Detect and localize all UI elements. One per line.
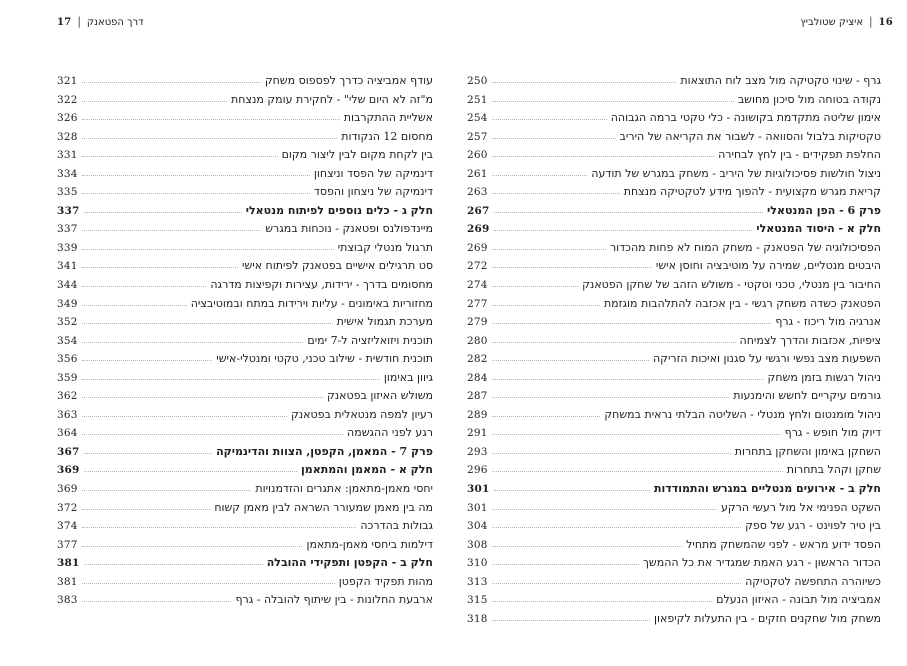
toc-entry-page: 263 xyxy=(467,186,488,199)
toc-entry-title: הפטאנק כשדה משחק רגשי - בין אכזבה להתלהבות מוגזמת xyxy=(603,296,881,310)
dot-leader xyxy=(82,156,278,157)
toc-entry-title: הכדור הראשון - רגע האמת שמגדיר את כל ההמשך xyxy=(643,556,881,570)
toc-entry-title: חלק ב - אירועים מנטליים במגרש והתמודדות xyxy=(654,482,881,496)
toc-entry xyxy=(467,554,881,573)
toc-entry-page: 383 xyxy=(57,594,78,607)
dot-leader xyxy=(492,453,731,454)
toc-entry xyxy=(57,165,433,184)
toc-entry xyxy=(467,146,881,165)
dot-leader xyxy=(82,230,262,231)
toc-entry-title: קריאת מגרש מקצועית - להפוך מידע לטקטיקה מנצחת xyxy=(623,185,881,199)
toc-entry-title: דילמות ביחסי מאמן-מתאמן xyxy=(306,537,433,551)
toc-entry-title: הפסד ידוע מראש - לפני שהמשחק מתחיל xyxy=(686,537,881,551)
toc-entry-title: מה בין מאמן שמעורר השראה לבין מאמן קשוח xyxy=(214,500,433,514)
dot-leader xyxy=(492,138,616,139)
dot-leader xyxy=(492,82,677,83)
toc-entry-title: השחקן באימון והשחקן בתחרות xyxy=(734,444,881,458)
dot-leader xyxy=(492,175,588,176)
toc-entry xyxy=(57,406,433,425)
toc-entry-page: 337 xyxy=(57,223,78,236)
toc-entry-page: 354 xyxy=(57,334,78,347)
toc-entry-title: מחזוריות באימונים - עליות וירידות במתח ובמוטיבציה xyxy=(190,296,433,310)
dot-leader xyxy=(494,230,753,231)
dot-leader xyxy=(492,267,652,268)
toc-entry xyxy=(467,165,881,184)
toc-entry xyxy=(467,591,881,610)
dot-leader xyxy=(492,360,649,361)
toc-entry xyxy=(467,332,881,351)
dot-leader xyxy=(492,583,741,584)
toc-entry-title: תוכנית ויזואליזציה ל-7 ימים xyxy=(307,333,433,347)
toc-entry-page: 363 xyxy=(57,408,78,421)
toc-entry-page: 362 xyxy=(57,390,78,403)
dot-leader xyxy=(492,416,601,417)
dot-leader xyxy=(492,379,764,380)
toc-entry-page: 287 xyxy=(467,390,488,403)
toc-entry-page: 269 xyxy=(467,223,490,236)
dot-leader xyxy=(492,101,734,102)
toc-entry-page: 293 xyxy=(467,445,488,458)
toc-entry-title: אנרגיה מול ריכוז - גרף xyxy=(775,315,881,329)
dot-leader xyxy=(82,360,213,361)
toc-entry xyxy=(467,610,881,629)
toc-entry-page: 313 xyxy=(467,575,488,588)
toc-entry-page: 344 xyxy=(57,279,78,292)
dot-leader xyxy=(82,101,227,102)
header-separator: | xyxy=(869,16,873,29)
toc-entry-title: חלק ב - הקפטן ותפקידי ההובלה xyxy=(266,556,433,570)
dot-leader xyxy=(492,546,682,547)
toc-entry xyxy=(57,257,433,276)
toc-entry xyxy=(57,146,433,165)
dot-leader xyxy=(82,193,310,194)
toc-entry xyxy=(57,387,433,406)
toc-entry-title: שחקן וקהל בתחרות xyxy=(786,463,881,477)
toc-entry-page: 310 xyxy=(467,557,488,570)
dot-leader xyxy=(82,601,232,602)
toc-entry-page: 369 xyxy=(57,464,80,477)
toc-entry-title: מחסומים בדרך - ירידות, עצירות וקפיצות מדרגה xyxy=(210,278,433,292)
toc-entry-title: ארבעת החלונות - בין שיתוף להובלה - גרף xyxy=(235,593,433,607)
toc-entry-title: תרגול מנטלי קבוצתי xyxy=(337,240,433,254)
toc-entry xyxy=(57,499,433,518)
toc-entry xyxy=(467,295,881,314)
toc-entry-page: 282 xyxy=(467,353,488,366)
toc-entry xyxy=(467,276,881,295)
dot-leader xyxy=(82,175,310,176)
toc-entry-page: 261 xyxy=(467,167,488,180)
toc-entry xyxy=(57,202,433,221)
dot-leader xyxy=(82,397,323,398)
toc-entry-title: מערכת תגמול אישית xyxy=(336,315,433,329)
toc-entry xyxy=(467,480,881,499)
toc-entry xyxy=(467,72,881,91)
toc-entry-page: 304 xyxy=(467,520,488,533)
toc-entry-title: אשליית ההתקרבות xyxy=(343,111,433,125)
dot-leader xyxy=(82,416,287,417)
dot-leader xyxy=(492,342,736,343)
dot-leader xyxy=(494,490,650,491)
dot-leader xyxy=(84,564,263,565)
toc-entry xyxy=(57,313,433,332)
toc-entry xyxy=(467,91,881,110)
toc-entry-page: 374 xyxy=(57,520,78,533)
toc-entry-title: השקט הפנימי אל מול רעשי הרקע xyxy=(720,500,881,514)
dot-leader xyxy=(492,434,781,435)
toc-entry-page: 267 xyxy=(467,204,490,217)
toc-entry-page: 356 xyxy=(57,353,78,366)
toc-entry xyxy=(57,369,433,388)
dot-leader xyxy=(82,379,380,380)
dot-leader xyxy=(84,212,242,213)
dot-leader xyxy=(492,564,639,565)
toc-entry-page: 296 xyxy=(467,464,488,477)
toc-entry-title: השפעות מצב נפשי ורגשי על סגנון ואיכות הזריקה xyxy=(652,352,881,366)
toc-entry-title: רעיון למפה מנטאלית בפטאנק xyxy=(290,407,433,421)
toc-entry-page: 339 xyxy=(57,241,78,254)
toc-entry-page: 289 xyxy=(467,408,488,421)
toc-entry-page: 322 xyxy=(57,93,78,106)
toc-entry xyxy=(57,72,433,91)
toc-entry-page: 381 xyxy=(57,575,78,588)
toc-entry xyxy=(57,220,433,239)
toc-entry-title: סט תרגילים אישיים בפטאנק לפיתוח אישי xyxy=(241,259,433,273)
dot-leader xyxy=(82,249,334,250)
toc-entry xyxy=(57,536,433,555)
toc-entry-page: 251 xyxy=(467,93,488,106)
toc-entry-title: יחסי מאמן-מתאמן: אתגרים והזדמנויות xyxy=(255,482,433,496)
toc-entry-page: 372 xyxy=(57,501,78,514)
toc-entry xyxy=(467,461,881,480)
toc-entry xyxy=(57,443,433,462)
toc-entry xyxy=(467,499,881,518)
toc-entry xyxy=(57,517,433,536)
toc-entry-page: 254 xyxy=(467,112,488,125)
toc-entry xyxy=(467,350,881,369)
toc-entry-title: משולש האיזון בפטאנק xyxy=(326,389,433,403)
toc-entry-title: מהות תפקיד הקפטן xyxy=(338,574,433,588)
dot-leader xyxy=(82,82,261,83)
toc-entry-title: הפסיכולוגיה של הפטאנק - משחק המוח לא פחות מהכדור xyxy=(609,240,881,254)
toc-entry-title: היבטים מנטליים, שמירה על מוטיבציה וחוסן אישי xyxy=(655,259,881,273)
toc-entry-title: טקטיקות בלבול והסוואה - לשבור את הקריאה של היריב xyxy=(619,129,881,143)
toc-entry-title: גיוון באימון xyxy=(383,370,433,384)
toc-entry-page: 381 xyxy=(57,557,80,570)
dot-leader xyxy=(82,305,187,306)
toc-entry xyxy=(57,128,433,147)
dot-leader xyxy=(492,156,714,157)
toc-entry-page: 369 xyxy=(57,483,78,496)
toc-entry-page: 349 xyxy=(57,297,78,310)
toc-entry-title: ניצול חולשות פסיכולוגיות של היריב - משחק במגרש של תודעה xyxy=(591,166,881,180)
dot-leader xyxy=(494,212,764,213)
page-16 xyxy=(467,16,893,628)
toc-entry xyxy=(467,183,881,202)
toc-entry-page: 341 xyxy=(57,260,78,273)
toc-entry-page: 318 xyxy=(467,612,488,625)
toc-entry xyxy=(57,573,433,592)
toc-entry xyxy=(57,554,433,573)
dot-leader xyxy=(82,119,340,120)
toc-entry xyxy=(467,257,881,276)
dot-leader xyxy=(492,305,600,306)
toc-entry-title: פרק 6 - הפן המנטאלי xyxy=(767,203,881,217)
dot-leader xyxy=(84,453,213,454)
toc-entry xyxy=(57,91,433,110)
toc-entry-title: החיבור בין מנטלי, טכני וטקטי - משולש הזהב של שחקן הפטאנק xyxy=(582,278,881,292)
toc-list-right xyxy=(467,72,893,628)
toc-entry xyxy=(57,332,433,351)
dot-leader xyxy=(82,583,335,584)
toc-entry-page: 284 xyxy=(467,371,488,384)
toc-entry-page: 274 xyxy=(467,279,488,292)
toc-entry-page: 291 xyxy=(467,427,488,440)
toc-entry-title: עודף אמביציה כדרך לפספוס משחק xyxy=(264,74,433,87)
toc-entry xyxy=(467,109,881,128)
running-head-left xyxy=(57,16,435,30)
toc-entry xyxy=(57,591,433,610)
dot-leader xyxy=(492,249,606,250)
toc-entry-page: 250 xyxy=(467,75,488,87)
dot-leader xyxy=(82,323,333,324)
toc-entry-page: 301 xyxy=(467,501,488,514)
toc-entry xyxy=(57,424,433,443)
dot-leader xyxy=(492,323,772,324)
toc-entry-page: 301 xyxy=(467,483,490,496)
toc-entry-title: גבולות בהדרכה xyxy=(360,519,433,533)
toc-entry-title: גרף - שינוי טקטיקה מול מצב לוח התוצאות xyxy=(680,74,881,87)
book-title: דרך הפטאנק xyxy=(86,17,144,28)
toc-entry-title: פרק 7 - המאמן, הקפטן, הצוות והדינמיקה xyxy=(216,444,433,458)
toc-entry-title: בין לקחת מקום לבין ליצור מקום xyxy=(281,148,433,162)
toc-entry xyxy=(467,220,881,239)
toc-entry-title: מחסום 12 הנקודות xyxy=(341,129,433,143)
toc-entry-page: 337 xyxy=(57,204,80,217)
toc-entry xyxy=(57,350,433,369)
toc-entry-page: 364 xyxy=(57,427,78,440)
toc-entry-title: מ"זה לא היום שלי" - לחקירת עומק מנצחת xyxy=(231,92,433,106)
toc-entry-title: אימון שליטה מתקדמת בקושונה - כלי טקטי ברמה הגבוהה xyxy=(610,111,881,125)
dot-leader xyxy=(492,509,717,510)
toc-entry-title: דיוק מול חופש - גרף xyxy=(784,426,881,440)
toc-entry-page: 367 xyxy=(57,445,80,458)
toc-entry-page: 335 xyxy=(57,186,78,199)
toc-list-left xyxy=(57,72,435,610)
toc-entry-page: 377 xyxy=(57,538,78,551)
dot-leader xyxy=(492,397,730,398)
toc-entry-page: 331 xyxy=(57,149,78,162)
toc-entry xyxy=(57,295,433,314)
toc-entry-title: חלק ג - כלים נוספים לפיתוח מנטאלי xyxy=(245,203,433,217)
toc-entry-title: מיינדפולנס ופטאנק - נוכחות במגרש xyxy=(265,222,433,236)
toc-entry-page: 326 xyxy=(57,112,78,125)
toc-entry xyxy=(467,239,881,258)
toc-entry-title: אמביציה מול תבונה - האיזון הנעלם xyxy=(716,593,881,607)
dot-leader xyxy=(492,601,713,602)
toc-entry-title: כשיוהרה התחפשה לטקטיקה xyxy=(745,574,881,588)
toc-entry-title: חלק א - המאמן והמתאמן xyxy=(300,463,433,477)
toc-entry-page: 315 xyxy=(467,594,488,607)
dot-leader xyxy=(82,546,303,547)
toc-entry xyxy=(467,573,881,592)
toc-entry-page: 321 xyxy=(57,75,78,87)
dot-leader xyxy=(492,527,741,528)
toc-entry-title: תוכנית חודשית - שילוב טכני, טקטי ומנטלי-אישי xyxy=(216,352,433,366)
toc-entry xyxy=(467,369,881,388)
toc-entry-title: גורמים עיקריים לחשש והימנעות xyxy=(733,389,881,403)
page-number: 17 xyxy=(57,17,72,28)
dot-leader xyxy=(82,138,338,139)
dot-leader xyxy=(82,434,343,435)
running-head-right xyxy=(467,16,893,30)
toc-entry-page: 280 xyxy=(467,334,488,347)
toc-entry-page: 277 xyxy=(467,297,488,310)
toc-entry xyxy=(57,239,433,258)
toc-entry xyxy=(57,276,433,295)
toc-entry xyxy=(467,406,881,425)
toc-entry xyxy=(57,183,433,202)
toc-entry-page: 260 xyxy=(467,149,488,162)
dot-leader xyxy=(82,267,238,268)
toc-entry-title: ניהול רגשות בזמן משחק xyxy=(767,370,881,384)
toc-entry xyxy=(57,109,433,128)
toc-entry-title: דינמיקה של ניצחון והפסד xyxy=(313,185,433,199)
toc-entry xyxy=(57,461,433,480)
toc-entry-page: 269 xyxy=(467,241,488,254)
toc-entry-title: נקודה בטוחה מול סיכון מחושב xyxy=(737,92,881,106)
toc-entry-title: החלפת תפקידים - בין לחץ לבחירה xyxy=(718,148,881,162)
dot-leader xyxy=(492,193,620,194)
dot-leader xyxy=(82,286,207,287)
toc-entry xyxy=(467,443,881,462)
dot-leader xyxy=(82,527,357,528)
toc-entry-title: רגע לפני ההגשמה xyxy=(347,426,433,440)
toc-entry-page: 359 xyxy=(57,371,78,384)
toc-entry-title: משחק מול שחקנים חזקים - בין התעלות לקיפאון xyxy=(653,611,881,625)
toc-entry-title: ציפיות, אכזבות והדרך לצמיחה xyxy=(739,333,881,347)
toc-entry xyxy=(467,313,881,332)
toc-entry-title: ניהול מומנטום ולחץ מנטלי - השליטה הבלתי נראית במשחק xyxy=(604,407,881,421)
dot-leader xyxy=(82,509,211,510)
toc-entry-page: 272 xyxy=(467,260,488,273)
toc-entry-page: 352 xyxy=(57,316,78,329)
page-17 xyxy=(57,16,435,610)
header-separator: | xyxy=(77,16,81,29)
author-name: איציק שטולביץ xyxy=(800,17,864,28)
toc-entry xyxy=(57,480,433,499)
toc-entry-title: בין טיר לפוינט - רגע של ספק xyxy=(745,519,881,533)
dot-leader xyxy=(492,286,578,287)
toc-entry-page: 257 xyxy=(467,130,488,143)
toc-entry-page: 328 xyxy=(57,130,78,143)
toc-entry xyxy=(467,517,881,536)
dot-leader xyxy=(492,119,607,120)
dot-leader xyxy=(492,471,783,472)
toc-entry xyxy=(467,128,881,147)
dot-leader xyxy=(492,620,650,621)
toc-entry xyxy=(467,536,881,555)
page-number: 16 xyxy=(878,17,893,28)
dot-leader xyxy=(82,342,304,343)
toc-entry xyxy=(467,202,881,221)
toc-entry-title: דינמיקה של הפסד וניצחון xyxy=(313,166,433,180)
toc-entry xyxy=(467,387,881,406)
toc-entry-page: 308 xyxy=(467,538,488,551)
dot-leader xyxy=(82,490,252,491)
dot-leader xyxy=(84,471,297,472)
toc-entry xyxy=(467,424,881,443)
toc-entry-page: 334 xyxy=(57,167,78,180)
toc-entry-title: חלק א - היסוד המנטאלי xyxy=(756,222,881,236)
toc-entry-page: 279 xyxy=(467,316,488,329)
